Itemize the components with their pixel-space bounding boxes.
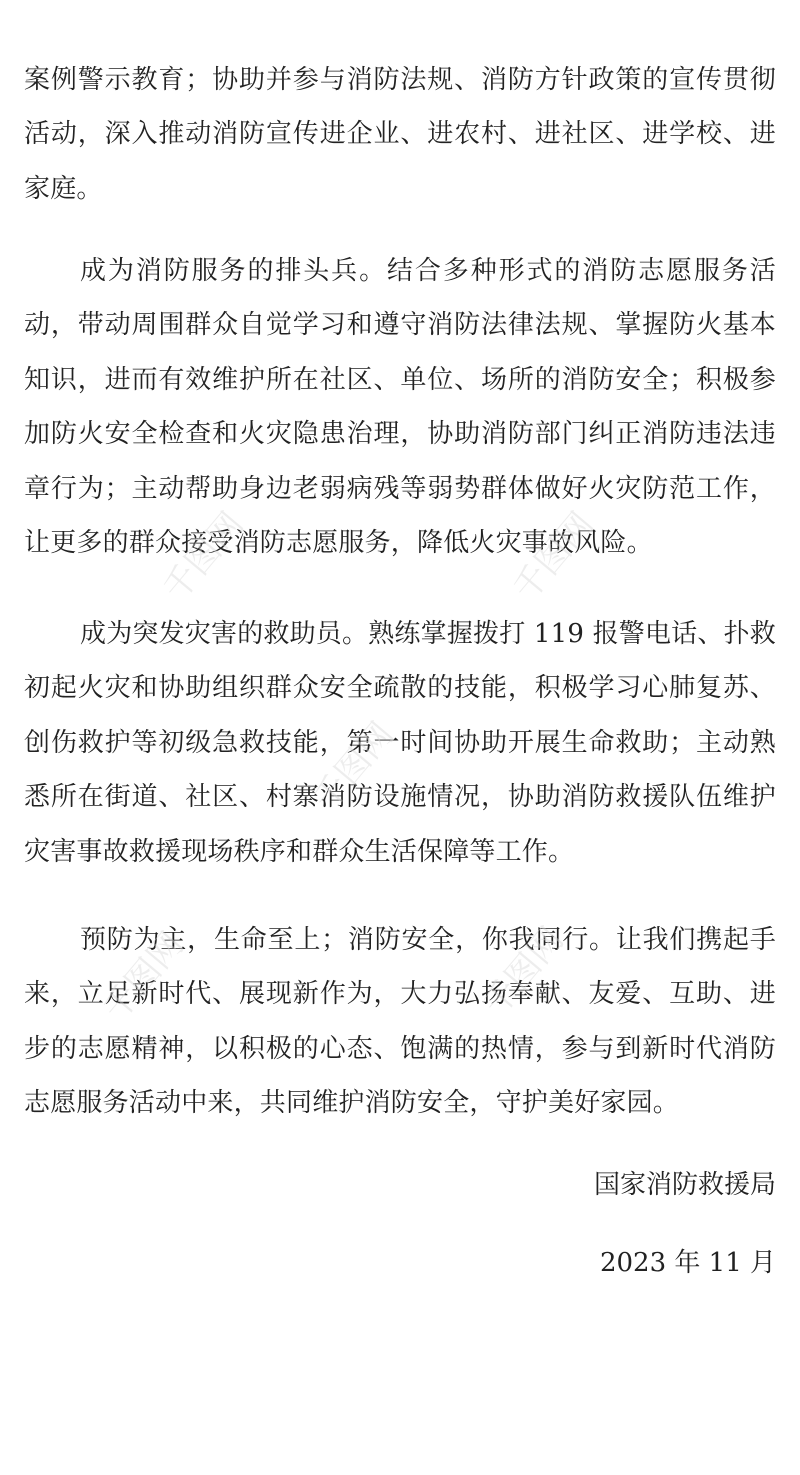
watermark: 千图网 [475, 919, 572, 1024]
signer-name: 国家消防救援局 [593, 1170, 776, 1200]
paragraph-3: 成为突发灾害的救助员。熟练掌握拨打 119 报警电话、扑救初起火灾和协助组织群众安全疏散的技能，积极学习心肺复苏、创伤救护等初级急救技能，第一时间协助开展生命救助；主动熟悉所在街道、社区、村寨消防设施情况，协助消防救援队伍维护灾害事故救援现场秩序和群众生活保障等工作。 [24, 619, 776, 867]
paragraph-4: 预防为主，生命至上；消防安全，你我同行。让我们携起手来，立足新时代、展现新作为，大力弘扬奉献、友爱、互助、进步的志愿精神，以积极的心态、饱满的热情，参与到新时代消防志愿服务活动中来，共同维护消防安全，守护美好家园。 [24, 925, 776, 1119]
sign-date: 2023 年 11 月 [599, 1248, 776, 1278]
watermark: 千图网 [95, 924, 192, 1029]
paragraph-1: 案例警示教育；协助并参与消防法规、消防方针政策的宣传贯彻活动，深入推动消防宣传进企业、进农村、进社区、进学校、进家庭。 [24, 65, 776, 204]
watermark: 千图网 [155, 504, 252, 609]
watermark: 千图网 [505, 504, 602, 609]
paragraph-2: 成为消防服务的排头兵。结合多种形式的消防志愿服务活动，带动周围群众自觉学习和遵守消防法律法规、掌握防火基本知识，进而有效维护所在社区、单位、场所的消防安全；积极参加防火安全检查和火灾隐患治理，协助消防部门纠正消防违法违章行为；主动帮助身边老弱病残等弱势群体做好火灾防范工作，让更多的群众接受消防志愿服务，降低火灾事故风险。 [24, 256, 776, 559]
watermark: 千图网 [305, 714, 402, 819]
